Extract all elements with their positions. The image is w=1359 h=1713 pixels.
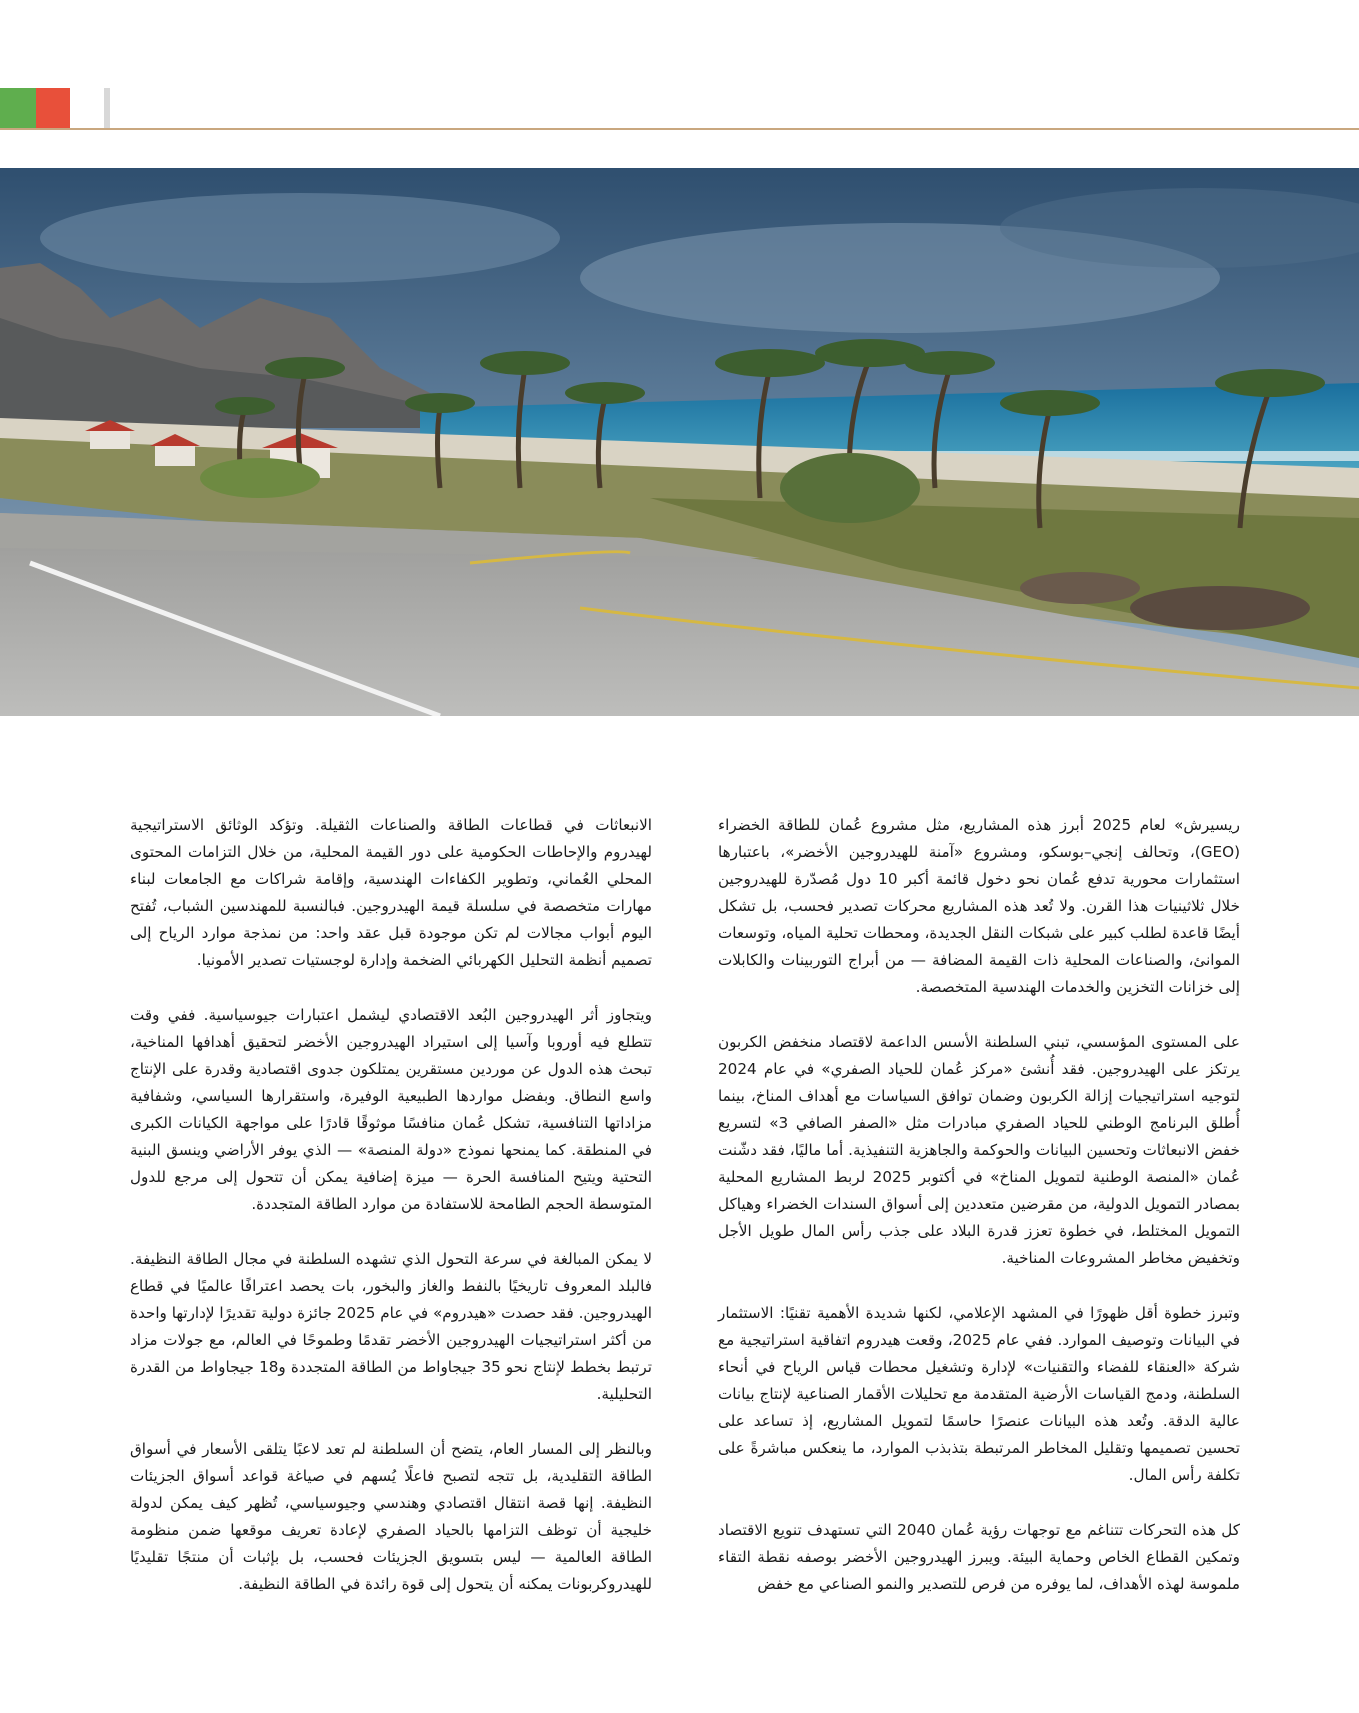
article-paragraph: كل هذه التحركات تتناغم مع توجهات رؤية عُمان 2040 التي تستهدف تنويع الاقتصاد وتمكين القطاع الخاص وحماية البيئة. ويبرز الهيدروجين الأخضر بوصفه نقطة التقاء ملموسة لهذه الأهداف، لما يوفره من فرص للتصدير والنمو الصناعي مع خفض	[718, 1521, 1240, 1593]
article-column-left	[130, 812, 652, 1626]
coastal-road-palms-photo	[0, 168, 1359, 716]
article-column-right	[718, 812, 1240, 1626]
article-paragraph: وبالنظر إلى المسار العام، يتضح أن السلطنة لم تعد لاعبًا يتلقى الأسعار في أسواق الطاقة التقليدية، بل تتجه لتصبح فاعلًا يُسهم في صياغة قواعد أسواق الجزيئات النظيفة. إنها قصة انتقال اقتصادي وهندسي وجيوسياسي، تُظهر كيف يمكن لدولة خليجية أن توظف التزامها بالحياد الصفري لإعادة تعريف موقعها ضمن منظومة الطاقة العالمية — ليس بتسويق الجزيئات فحسب، بل بإثبات أن منتجًا تقليديًا للهيدروكربونات يمكنه أن يتحول إلى قوة رائدة في الطاقة النظيفة.	[130, 1440, 652, 1593]
accent-bar-green	[0, 88, 36, 128]
article-paragraph: لا يمكن المبالغة في سرعة التحول الذي تشهده السلطنة في مجال الطاقة النظيفة. فالبلد المعروف تاريخيًا بالنفط والغاز والبخور، بات يحصد اعترافًا عالميًا في قطاع الهيدروجين. فقد حصدت «هيدروم» في عام 2025 جائزة دولية تقديرًا لإدارتها واحدة من أكثر استراتيجيات الهيدروجين الأخضر تقدمًا وطموحًا في العالم، مع جولات مزاد ترتبط بخطط لإنتاج نحو 35 جيجاواط من الطاقة المتجددة و18 جيجاواط من القدرة التحليلية.	[130, 1250, 652, 1403]
article-paragraph: ريسيرش» لعام 2025 أبرز هذه المشاريع، مثل مشروع عُمان للطاقة الخضراء (GEO)، وتحالف إنجي–بوسكو، ومشروع «آمنة للهيدروجين الأخضر»، باعتبارها استثمارات محورية تدفع عُمان نحو دخول قائمة أكبر 10 دول مُصدّرة للهيدروجين خلال ثلاثينيات هذا القرن. ولا تُعد هذه المشاريع محركات تصدير فحسب، بل تشكل أيضًا قاعدة لطلب كبير على شبكات النقل الجديدة، ومحطات تحلية المياه، وتوسعات الموانئ، والصناعات المحلية ذات القيمة المضافة — من أبراج التوربينات والكابلات إلى خزانات التخزين والخدمات الهندسية المتخصصة.	[718, 816, 1240, 996]
article-paragraph: الانبعاثات في قطاعات الطاقة والصناعات الثقيلة. وتؤكد الوثائق الاستراتيجية لهيدروم والإحاطات الحكومية على دور القيمة المحلية، من خلال التزامات المحتوى المحلي العُماني، وتطوير الكفاءات الهندسية، وإقامة شراكات مع الجامعات لبناء مهارات متخصصة في سلسلة قيمة الهيدروجين. فبالنسبة للمهندسين الشباب، تُفتح اليوم أبواب مجالات لم تكن موجودة قبل عقد واحد: من نمذجة موارد الرياح إلى تصميم أنظمة التحليل الكهربائي الضخمة وإدارة لوجستيات تصدير الأمونيا.	[130, 816, 652, 969]
article-paragraph: وتبرز خطوة أقل ظهورًا في المشهد الإعلامي، لكنها شديدة الأهمية تقنيًا: الاستثمار في البيانات وتوصيف الموارد. ففي عام 2025، وقعت هيدروم اتفاقية استراتيجية مع شركة «العنقاء للفضاء والتقنيات» لإدارة وتشغيل محطات قياس الرياح في أنحاء السلطنة، ودمج القياسات الأرضية المتقدمة مع تحليلات الأقمار الصناعية لإنتاج بيانات عالية الدقة. وتُعد هذه البيانات عنصرًا حاسمًا لتمويل المشاريع، إذ تساعد على تحسين تصميمها وتقليل المخاطر المرتبطة بتذبذب الموارد، ما ينعكس مباشرةً على تكلفة رأس المال.	[718, 1304, 1240, 1484]
article-paragraph: ويتجاوز أثر الهيدروجين البُعد الاقتصادي ليشمل اعتبارات جيوسياسية. ففي وقت تتطلع فيه أوروبا وآسيا إلى استيراد الهيدروجين الأخضر لتحقيق أهدافها المناخية، تبحث هذه الدول عن موردين مستقرين يمتلكون جدوى اقتصادية وقدرة على الإنتاج واسع النطاق. وبفضل مواردها الطبيعية الوفيرة، واستقرارها السياسي، وشفافية مزاداتها التنافسية، تشكل عُمان منافسًا موثوقًا قادرًا على مواجهة الكيانات الكبرى في المنطقة. كما يمنحها نموذج «دولة المنصة» — الذي يوفر الأراضي وينسق البنية التحتية ويتيح المنافسة الحرة — ميزة إضافية يمكن أن تتحول إلى مرجع للدول المتوسطة الحجم الطامحة للاستفادة من موارد الطاقة المتجددة.	[130, 1006, 652, 1213]
header-rule	[0, 128, 1359, 130]
accent-bar-red	[36, 88, 70, 128]
hero-photo	[0, 168, 1359, 716]
accent-bar-gray	[104, 88, 110, 128]
article-paragraph: على المستوى المؤسسي، تبني السلطنة الأسس الداعمة لاقتصاد منخفض الكربون يرتكز على الهيدروجين. فقد أُنشئ «مركز عُمان للحياد الصفري» في عام 2024 لتوجيه استراتيجيات إزالة الكربون وضمان توافق السياسات مع أهداف المناخ، بينما أُطلق البرنامج الوطني للحياد الصفري مبادرات مثل «الصفر الصافي 3» لتسريع خفض الانبعاثات وتحسين البيانات والحوكمة والجاهزية التنفيذية. أما ماليًا، فقد دشّنت عُمان «المنصة الوطنية لتمويل المناخ» في أكتوبر 2025 لربط المشاريع المحلية بمصادر التمويل الدولية، من مقرضين متعددين إلى أسواق السندات الخضراء وهياكل التمويل المختلط، في خطوة تعزز قدرة البلاد على جذب رأس المال طويل الأجل وتخفيض مخاطر المشروعات المناخية.	[718, 1033, 1240, 1267]
